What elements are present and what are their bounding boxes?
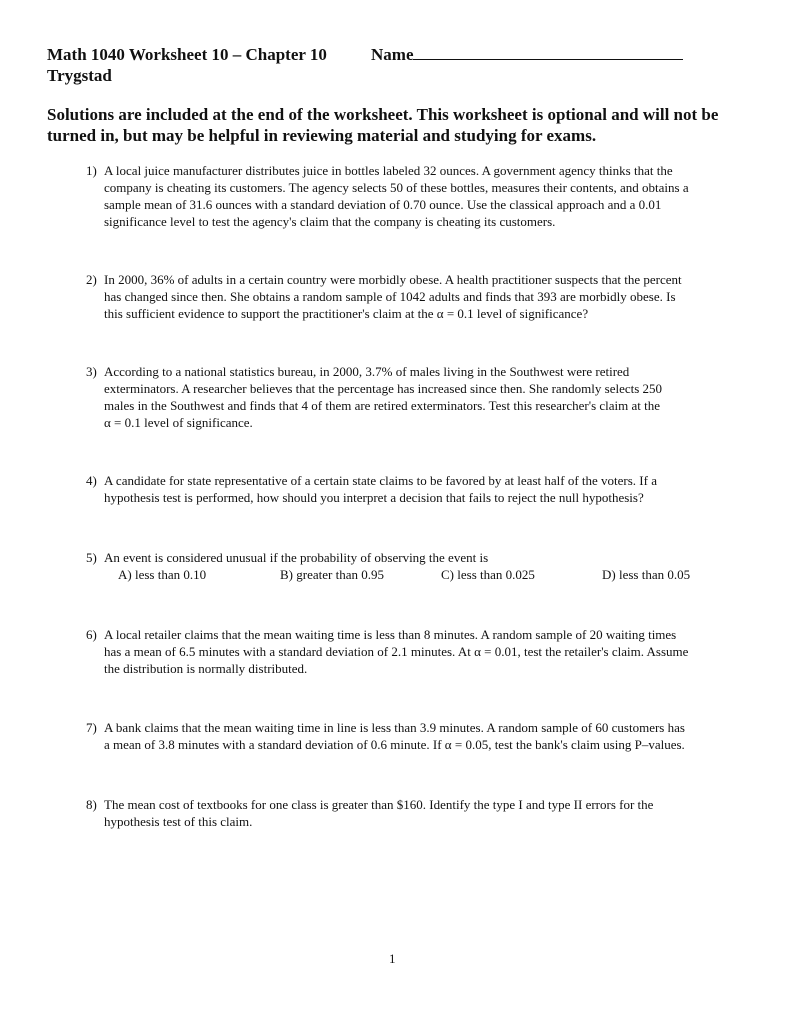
question-4 [86, 472, 736, 506]
question-line: α = 0.1 level of significance. [104, 415, 253, 430]
question-line: the distribution is normally distributed. [104, 661, 308, 676]
question-line: A local juice manufacturer distributes juice in bottles labeled 32 ounces. A government agency thinks that the [104, 163, 673, 178]
question-line: The mean cost of textbooks for one class is greater than $160. Identify the type I and type II errors for the [104, 797, 654, 812]
question-line: An event is considered unusual if the probability of observing the event is [104, 550, 489, 565]
option-d: D) less than 0.05 [602, 567, 691, 582]
question-line: In 2000, 36% of adults in a certain country were morbidly obese. A health practitioner suspects that the percent [104, 272, 682, 287]
question-line: has changed since then. She obtains a random sample of 1042 adults and finds that 393 are morbidly obese. Is [104, 289, 676, 304]
question-number: 1) [86, 163, 97, 178]
name-label: Name [371, 45, 414, 64]
question-line: exterminators. A researcher believes that the percentage has increased since then. She randomly selects 250 [104, 381, 663, 396]
option-c: C) less than 0.025 [441, 567, 535, 582]
name-field [371, 45, 683, 65]
question-line: significance level to test the agency's claim that the company is cheating its customers. [104, 214, 556, 229]
question-number: 3) [86, 364, 97, 379]
intro-line-2: turned in, but may be helpful in reviewing material and studying for exams. [47, 126, 597, 145]
question-number: 8) [86, 797, 97, 812]
question-line: company is cheating its customers. The agency selects 50 of these bottles, measures their contents, and obtains a [104, 180, 689, 195]
question-1 [86, 162, 736, 230]
question-7 [86, 719, 736, 753]
page-number: 1 [389, 951, 396, 966]
question-line: this sufficient evidence to support the practitioner's claim at the α = 0.1 level of significance? [104, 306, 589, 321]
question-number: 5) [86, 550, 97, 565]
question-line: A local retailer claims that the mean waiting time is less than 8 minutes. A random sample of 20 waiting times [104, 627, 677, 642]
question-line: A bank claims that the mean waiting time in line is less than 3.9 minutes. A random sample of 60 customers has [104, 720, 685, 735]
name-blank-line [413, 45, 683, 60]
question-5 [86, 549, 736, 583]
question-line: hypothesis test is performed, how should you interpret a decision that fails to reject the null hypothesis? [104, 490, 644, 505]
author-name: Trygstad [47, 66, 112, 85]
question-line: a mean of 3.8 minutes with a standard deviation of 0.6 minute. If α = 0.05, test the bank's claim using P–values. [104, 737, 685, 752]
option-a: A) less than 0.10 [118, 567, 207, 582]
answer-options [118, 566, 736, 583]
question-number: 2) [86, 272, 97, 287]
question-6 [86, 626, 736, 677]
question-number: 4) [86, 473, 97, 488]
question-8 [86, 796, 736, 830]
option-b: B) greater than 0.95 [280, 567, 384, 582]
question-line: males in the Southwest and finds that 4 of them are retired exterminators. Test this researcher's claim at the [104, 398, 661, 413]
question-line: hypothesis test of this claim. [104, 814, 253, 829]
question-3 [86, 363, 736, 431]
question-2 [86, 271, 736, 322]
worksheet-title: Math 1040 Worksheet 10 – Chapter 10 [47, 45, 327, 64]
question-number: 7) [86, 720, 97, 735]
intro-line-1: Solutions are included at the end of the worksheet. This worksheet is optional and will not be [47, 105, 719, 124]
question-number: 6) [86, 627, 97, 642]
question-line: According to a national statistics bureau, in 2000, 3.7% of males living in the Southwest were retired [104, 364, 630, 379]
question-line: A candidate for state representative of a certain state claims to be favored by at least half of the voters. If a [104, 473, 657, 488]
question-line: has a mean of 6.5 minutes with a standard deviation of 2.1 minutes. At α = 0.01, test the retailer's claim. Assume [104, 644, 689, 659]
intro-instructions [47, 104, 747, 146]
question-line: sample mean of 31.6 ounces with a standard deviation of 0.70 ounce. Use the classical approach and a 0.01 [104, 197, 662, 212]
